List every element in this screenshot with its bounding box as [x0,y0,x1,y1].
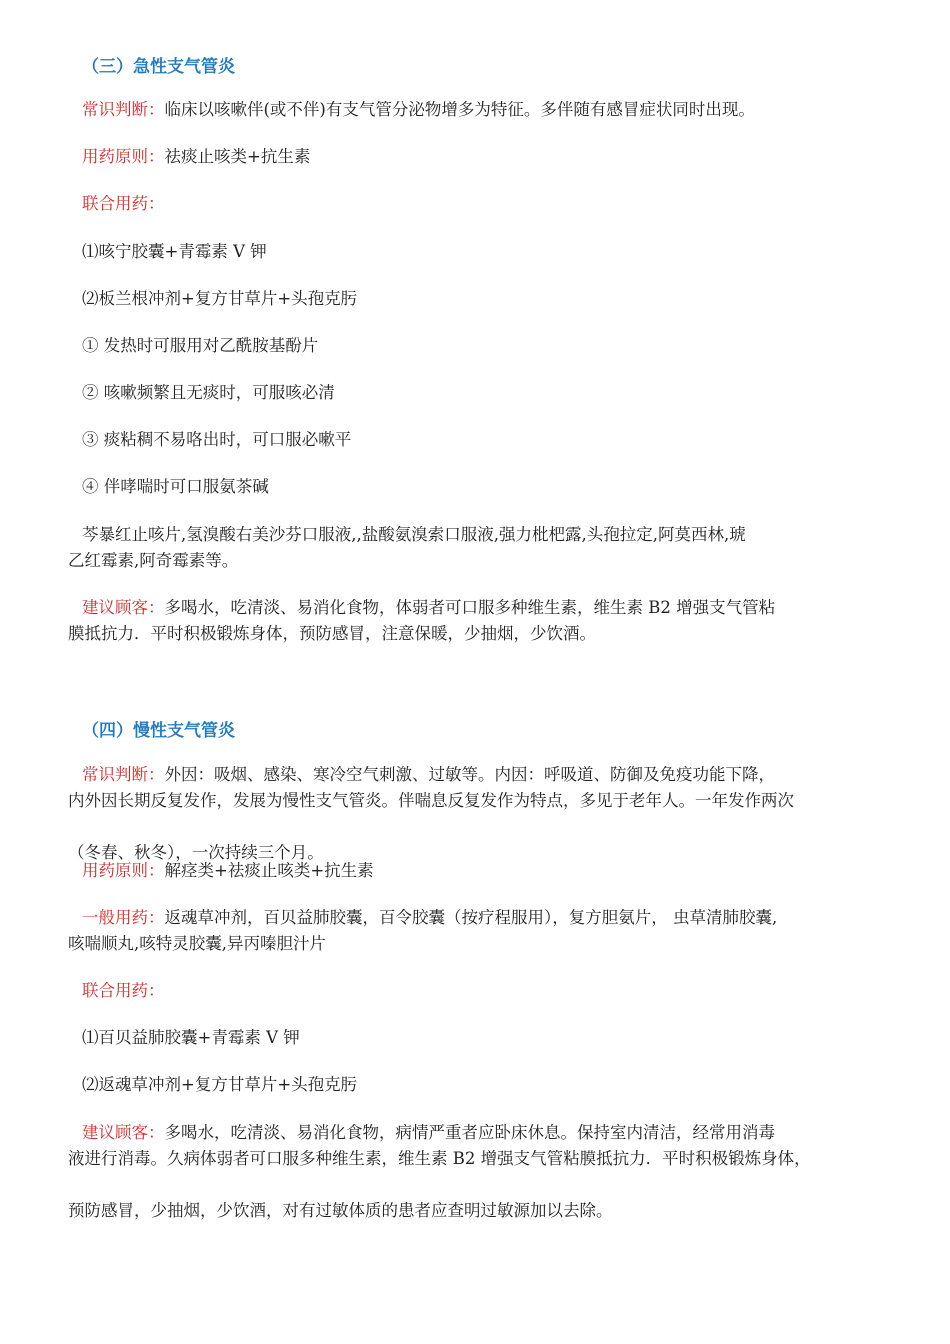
s3-principle-text: 祛痰止咳类+抗生素 [164,147,311,166]
s3-drug-list-line: 乙红霉素,阿奇霉素等。 [68,551,239,570]
s3-principle-label: 用药原则： [82,147,165,166]
s4-judgment-line: 内外因长期反复发作，发展为慢性支气管炎。伴喘息反复发作为特点，多见于老年人。一年发作两次 [68,791,794,810]
s4-judgment-label: 常识判断： [82,765,165,784]
s4-advice-line: 预防感冒，少抽烟，少饮酒，对有过敏体质的患者应查明过敏源加以去除。 [68,1201,613,1220]
s3-combo-label: 联合用药： [82,194,165,213]
s4-judgment [68,762,894,866]
s4-combo-item: ⑴百贝益肺胶囊+青霉素 V 钾 [82,1028,300,1047]
s4-principle [82,858,894,884]
s3-judgment-label: 常识判断： [82,100,165,119]
s3-combo-item: ② 咳嗽频繁且无痰时，可服咳必清 [82,383,335,402]
s4-principle-label: 用药原则： [82,861,165,880]
s3-advice-line: 多喝水，吃清淡、易消化食物，体弱者可口服多种维生素，维生素 B2 增强支气管粘 [164,598,776,617]
s4-advice-line: 多喝水，吃清淡、易消化食物，病情严重者应卧床休息。保持室内清洁，经常用消毒 [164,1123,775,1142]
s4-combo-heading [82,978,894,1004]
s4-judgment-line: 外因：吸烟、感染、寒冷空气刺激、过敏等。内因：呼吸道、防御及免疫功能下降， [164,765,775,784]
s3-advice [68,595,894,647]
s3-advice-line: 膜抵抗力．平时积极锻炼身体，预防感冒，注意保暖，少抽烟，少饮酒。 [68,624,596,643]
s3-combo-item: ⑵板兰根冲剂+复方甘草片+头孢克肟 [82,289,358,308]
section-4-title: （四）慢性支气管炎 [82,721,235,741]
s4-advice-label: 建议顾客： [82,1123,165,1142]
s4-combo-item: ⑵返魂草冲剂+复方甘草片+头孢克肟 [82,1075,358,1094]
s3-drug-list-line: 芩暴红止咳片,氢溴酸右美沙芬口服液,,盐酸氨溴索口服液,强力枇杷露,头孢拉定,阿莫西林,琥 [82,525,746,544]
s3-combo-item: ① 发热时可服用对乙酰胺基酚片 [82,336,319,355]
s3-combo-heading [82,191,894,217]
s3-combo-item: ⑴咳宁胶囊+青霉素 V 钾 [82,242,267,261]
s3-principle [82,144,894,170]
s4-advice [68,1120,894,1224]
s3-combo-item: ③ 痰粘稠不易咯出时，可口服必嗽平 [82,430,352,449]
s4-combo-label: 联合用药： [82,981,165,1000]
s4-principle-text: 解痉类+祛痰止咳类+抗生素 [164,861,374,880]
s4-general-line: 返魂草冲剂，百贝益肺胶囊，百令胶囊（按疗程服用），复方胆氨片， 虫草清肺胶囊, [164,908,778,927]
s4-advice-line: 液进行消毒。久病体弱者可口服多种维生素，维生素 B2 增强支气管粘膜抵抗力．平时积极锻炼身体， [68,1149,811,1168]
s4-general-line: 咳喘顺丸,咳特灵胶囊,异丙嗪胆汁片 [68,934,326,953]
s4-general-label: 一般用药： [82,908,165,927]
s3-combo-item: ④ 伴哮喘时可口服氨茶碱 [82,477,269,496]
s4-judgment-line: （冬春、秋冬），一次持续三个月。 [68,843,324,862]
s3-drug-list [68,522,894,574]
s3-advice-label: 建议顾客： [82,598,165,617]
section-3-title: （三）急性支气管炎 [82,57,235,77]
s4-general [68,905,894,957]
s3-judgment [82,97,894,123]
s3-judgment-text: 临床以咳嗽伴(或不伴)有支气管分泌物增多为特征。多伴随有感冒症状同时出现。 [164,100,755,119]
